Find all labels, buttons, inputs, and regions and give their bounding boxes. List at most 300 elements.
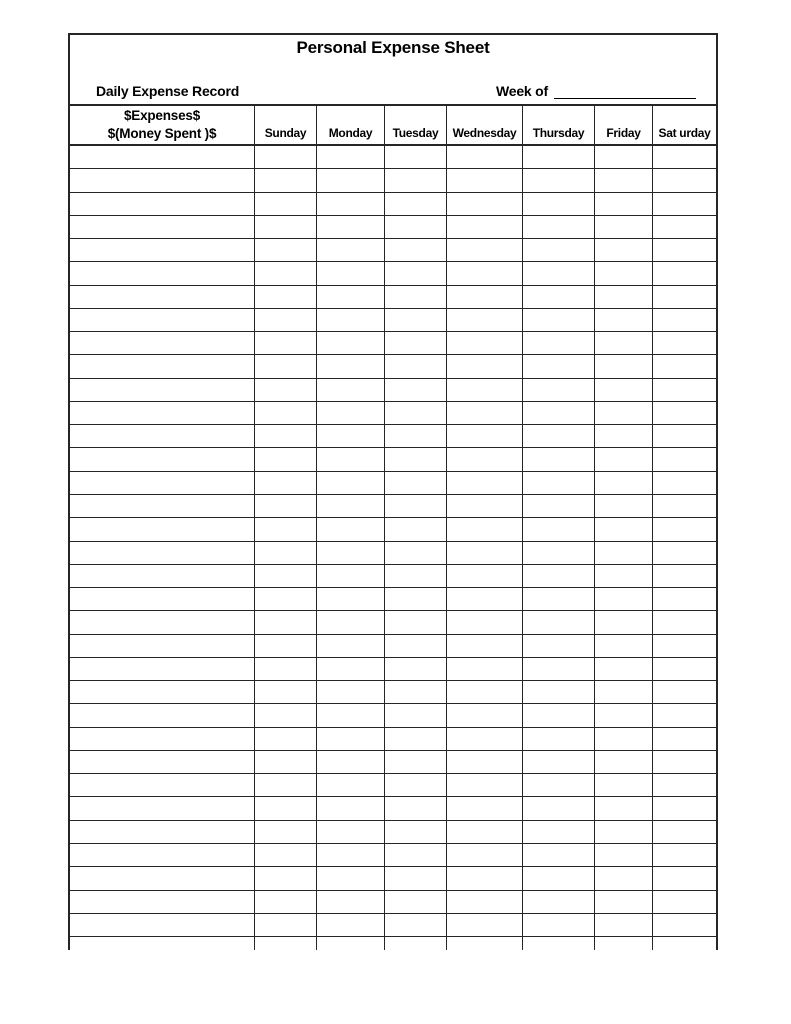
day-amount-cell	[255, 867, 317, 890]
day-amount-cell	[317, 262, 385, 285]
week-of-blank-line	[554, 84, 696, 99]
day-amount-cell	[255, 379, 317, 402]
expense-label-cell	[70, 448, 255, 471]
day-amount-cell	[385, 379, 447, 402]
table-row	[70, 169, 716, 192]
day-amount-cell	[317, 193, 385, 216]
day-amount-cell	[653, 542, 716, 565]
day-amount-cell	[523, 891, 595, 914]
expense-label-cell	[70, 169, 255, 192]
day-amount-cell	[255, 239, 317, 262]
day-amount-cell	[447, 472, 523, 495]
day-amount-cell	[385, 611, 447, 634]
day-amount-cell	[255, 658, 317, 681]
expense-label-cell	[70, 704, 255, 727]
day-header-sunday: Sunday	[255, 106, 317, 146]
day-amount-cell	[653, 867, 716, 890]
day-amount-cell	[385, 867, 447, 890]
day-amount-cell	[447, 635, 523, 658]
day-amount-cell	[653, 355, 716, 378]
day-amount-cell	[653, 821, 716, 844]
day-amount-cell	[317, 844, 385, 867]
day-amount-cell	[595, 635, 653, 658]
sheet-top-section	[70, 35, 716, 106]
day-amount-cell	[595, 542, 653, 565]
day-amount-cell	[255, 611, 317, 634]
day-amount-cell	[595, 797, 653, 820]
day-amount-cell	[255, 448, 317, 471]
table-row	[70, 635, 716, 658]
day-amount-cell	[317, 216, 385, 239]
day-amount-cell	[523, 216, 595, 239]
expense-label-cell	[70, 844, 255, 867]
day-amount-cell	[255, 821, 317, 844]
day-amount-cell	[653, 728, 716, 751]
day-amount-cell	[317, 797, 385, 820]
expense-label-cell	[70, 588, 255, 611]
day-amount-cell	[385, 704, 447, 727]
day-amount-cell	[653, 565, 716, 588]
day-amount-cell	[653, 844, 716, 867]
day-amount-cell	[385, 472, 447, 495]
day-amount-cell	[317, 681, 385, 704]
expense-label-cell	[70, 774, 255, 797]
expense-grid	[70, 146, 716, 950]
expense-label-cell	[70, 867, 255, 890]
day-amount-cell	[653, 379, 716, 402]
day-amount-cell	[447, 704, 523, 727]
day-amount-cell	[595, 611, 653, 634]
day-amount-cell	[255, 146, 317, 169]
day-amount-cell	[653, 495, 716, 518]
day-amount-cell	[653, 216, 716, 239]
table-row	[70, 518, 716, 541]
day-amount-cell	[653, 518, 716, 541]
day-amount-cell	[385, 332, 447, 355]
day-amount-cell	[317, 611, 385, 634]
day-amount-cell	[447, 658, 523, 681]
expense-label-cell	[70, 425, 255, 448]
day-amount-cell	[447, 867, 523, 890]
day-amount-cell	[317, 867, 385, 890]
day-amount-cell	[447, 448, 523, 471]
day-amount-cell	[317, 914, 385, 937]
day-amount-cell	[523, 542, 595, 565]
day-amount-cell	[385, 821, 447, 844]
day-amount-cell	[317, 635, 385, 658]
day-amount-cell	[255, 704, 317, 727]
day-amount-cell	[595, 891, 653, 914]
day-amount-cell	[255, 332, 317, 355]
expense-label-cell	[70, 193, 255, 216]
day-amount-cell	[385, 635, 447, 658]
day-amount-cell	[653, 239, 716, 262]
expense-label-cell	[70, 355, 255, 378]
day-amount-cell	[523, 914, 595, 937]
day-amount-cell	[385, 216, 447, 239]
expense-label-cell	[70, 751, 255, 774]
day-amount-cell	[523, 332, 595, 355]
day-amount-cell	[317, 774, 385, 797]
day-amount-cell	[255, 355, 317, 378]
day-amount-cell	[523, 239, 595, 262]
day-amount-cell	[653, 681, 716, 704]
day-amount-cell	[317, 495, 385, 518]
day-amount-cell	[255, 495, 317, 518]
daily-expense-record-label: Daily Expense Record	[96, 83, 240, 99]
table-row	[70, 704, 716, 727]
day-amount-cell	[595, 355, 653, 378]
day-amount-cell	[255, 914, 317, 937]
day-amount-cell	[447, 262, 523, 285]
day-amount-cell	[317, 146, 385, 169]
day-amount-cell	[317, 704, 385, 727]
day-amount-cell	[385, 286, 447, 309]
expense-label-cell	[70, 239, 255, 262]
subheader-row	[70, 83, 716, 104]
day-amount-cell	[653, 472, 716, 495]
day-amount-cell	[317, 379, 385, 402]
day-amount-cell	[523, 472, 595, 495]
day-amount-cell	[447, 821, 523, 844]
day-amount-cell	[447, 286, 523, 309]
expense-label-cell	[70, 542, 255, 565]
table-row	[70, 774, 716, 797]
table-row	[70, 239, 716, 262]
day-amount-cell	[317, 286, 385, 309]
table-row	[70, 914, 716, 937]
day-amount-cell	[317, 937, 385, 950]
day-amount-cell	[447, 588, 523, 611]
day-amount-cell	[653, 891, 716, 914]
day-amount-cell	[653, 635, 716, 658]
day-amount-cell	[317, 518, 385, 541]
day-amount-cell	[447, 355, 523, 378]
day-amount-cell	[523, 867, 595, 890]
day-amount-cell	[523, 448, 595, 471]
day-amount-cell	[595, 704, 653, 727]
day-amount-cell	[523, 379, 595, 402]
day-amount-cell	[447, 216, 523, 239]
day-amount-cell	[317, 425, 385, 448]
day-amount-cell	[317, 542, 385, 565]
table-row	[70, 448, 716, 471]
day-amount-cell	[595, 448, 653, 471]
table-row	[70, 472, 716, 495]
day-amount-cell	[653, 751, 716, 774]
day-amount-cell	[653, 611, 716, 634]
day-amount-cell	[385, 542, 447, 565]
day-amount-cell	[595, 821, 653, 844]
expenses-header-line2: $(Money Spent )$	[107, 126, 217, 141]
day-amount-cell	[653, 425, 716, 448]
day-amount-cell	[385, 495, 447, 518]
expense-label-cell	[70, 216, 255, 239]
day-amount-cell	[385, 565, 447, 588]
day-amount-cell	[385, 588, 447, 611]
day-amount-cell	[595, 169, 653, 192]
day-amount-cell	[385, 425, 447, 448]
week-of-group	[496, 83, 696, 99]
day-amount-cell	[595, 402, 653, 425]
table-row	[70, 309, 716, 332]
day-amount-cell	[523, 937, 595, 950]
day-amount-cell	[595, 937, 653, 950]
table-row	[70, 425, 716, 448]
page-title: Personal Expense Sheet	[296, 38, 490, 57]
day-header-tuesday: Tuesday	[385, 106, 447, 146]
day-amount-cell	[255, 635, 317, 658]
day-amount-cell	[653, 704, 716, 727]
table-row	[70, 867, 716, 890]
day-amount-cell	[653, 448, 716, 471]
day-amount-cell	[523, 635, 595, 658]
day-amount-cell	[595, 332, 653, 355]
day-amount-cell	[385, 681, 447, 704]
day-amount-cell	[447, 681, 523, 704]
day-amount-cell	[653, 914, 716, 937]
day-header-thursday: Thursday	[523, 106, 595, 146]
day-amount-cell	[385, 262, 447, 285]
day-amount-cell	[255, 286, 317, 309]
day-amount-cell	[653, 797, 716, 820]
day-amount-cell	[595, 681, 653, 704]
day-amount-cell	[523, 774, 595, 797]
table-row	[70, 821, 716, 844]
day-amount-cell	[653, 588, 716, 611]
day-amount-cell	[447, 797, 523, 820]
day-amount-cell	[385, 309, 447, 332]
day-amount-cell	[595, 309, 653, 332]
day-amount-cell	[595, 565, 653, 588]
expense-label-cell	[70, 658, 255, 681]
day-amount-cell	[523, 751, 595, 774]
expense-label-cell	[70, 379, 255, 402]
day-amount-cell	[385, 169, 447, 192]
day-amount-cell	[523, 728, 595, 751]
day-amount-cell	[653, 402, 716, 425]
day-amount-cell	[255, 542, 317, 565]
day-amount-cell	[317, 588, 385, 611]
day-amount-cell	[595, 867, 653, 890]
day-amount-cell	[653, 146, 716, 169]
day-amount-cell	[595, 379, 653, 402]
day-amount-cell	[317, 448, 385, 471]
expense-label-cell	[70, 309, 255, 332]
expense-label-cell	[70, 728, 255, 751]
day-amount-cell	[653, 774, 716, 797]
day-amount-cell	[255, 937, 317, 950]
week-of-label: Week of	[495, 83, 548, 99]
table-row	[70, 193, 716, 216]
day-amount-cell	[385, 937, 447, 950]
day-amount-cell	[255, 309, 317, 332]
day-amount-cell	[385, 658, 447, 681]
table-row	[70, 658, 716, 681]
day-amount-cell	[523, 611, 595, 634]
day-amount-cell	[385, 146, 447, 169]
expense-sheet	[68, 33, 718, 950]
day-amount-cell	[255, 216, 317, 239]
day-amount-cell	[523, 309, 595, 332]
day-amount-cell	[653, 658, 716, 681]
day-amount-cell	[255, 169, 317, 192]
table-row	[70, 495, 716, 518]
table-row	[70, 797, 716, 820]
day-amount-cell	[447, 309, 523, 332]
day-header-monday: Monday	[317, 106, 385, 146]
day-amount-cell	[255, 425, 317, 448]
day-amount-cell	[595, 751, 653, 774]
day-amount-cell	[255, 402, 317, 425]
table-row	[70, 891, 716, 914]
day-amount-cell	[317, 821, 385, 844]
day-amount-cell	[595, 425, 653, 448]
day-amount-cell	[447, 425, 523, 448]
day-amount-cell	[317, 239, 385, 262]
day-amount-cell	[595, 146, 653, 169]
day-amount-cell	[595, 495, 653, 518]
day-amount-cell	[653, 937, 716, 950]
expense-label-cell	[70, 518, 255, 541]
day-amount-cell	[255, 588, 317, 611]
day-amount-cell	[523, 495, 595, 518]
day-amount-cell	[653, 169, 716, 192]
table-row	[70, 844, 716, 867]
day-amount-cell	[523, 704, 595, 727]
day-amount-cell	[447, 937, 523, 950]
day-amount-cell	[447, 518, 523, 541]
day-amount-cell	[255, 518, 317, 541]
day-amount-cell	[385, 193, 447, 216]
day-amount-cell	[385, 239, 447, 262]
day-amount-cell	[255, 565, 317, 588]
day-amount-cell	[523, 821, 595, 844]
expense-label-cell	[70, 146, 255, 169]
day-amount-cell	[523, 844, 595, 867]
day-amount-cell	[595, 262, 653, 285]
day-amount-cell	[595, 472, 653, 495]
table-row	[70, 565, 716, 588]
table-row	[70, 611, 716, 634]
day-amount-cell	[255, 751, 317, 774]
table-row	[70, 402, 716, 425]
day-amount-cell	[447, 402, 523, 425]
day-amount-cell	[447, 611, 523, 634]
day-amount-cell	[317, 402, 385, 425]
day-amount-cell	[653, 286, 716, 309]
expense-label-cell	[70, 914, 255, 937]
table-row	[70, 332, 716, 355]
day-amount-cell	[523, 425, 595, 448]
day-amount-cell	[523, 262, 595, 285]
day-amount-cell	[385, 914, 447, 937]
day-amount-cell	[523, 681, 595, 704]
day-amount-cell	[595, 658, 653, 681]
day-amount-cell	[317, 751, 385, 774]
day-amount-cell	[255, 797, 317, 820]
day-amount-cell	[447, 914, 523, 937]
day-amount-cell	[447, 542, 523, 565]
day-amount-cell	[317, 891, 385, 914]
expense-label-cell	[70, 635, 255, 658]
day-amount-cell	[653, 309, 716, 332]
table-row	[70, 379, 716, 402]
expense-label-cell	[70, 681, 255, 704]
day-amount-cell	[447, 891, 523, 914]
day-amount-cell	[255, 472, 317, 495]
day-amount-cell	[595, 844, 653, 867]
day-amount-cell	[653, 262, 716, 285]
day-amount-cell	[447, 379, 523, 402]
day-amount-cell	[523, 402, 595, 425]
expense-label-cell	[70, 611, 255, 634]
table-row	[70, 937, 716, 950]
day-amount-cell	[595, 914, 653, 937]
day-amount-cell	[255, 681, 317, 704]
expense-label-cell	[70, 495, 255, 518]
expenses-header-line1: $Expenses$	[123, 108, 201, 123]
day-amount-cell	[595, 518, 653, 541]
day-amount-cell	[255, 891, 317, 914]
day-amount-cell	[385, 844, 447, 867]
day-amount-cell	[523, 797, 595, 820]
day-amount-cell	[317, 332, 385, 355]
day-amount-cell	[447, 332, 523, 355]
day-amount-cell	[385, 751, 447, 774]
day-amount-cell	[523, 355, 595, 378]
expense-label-cell	[70, 797, 255, 820]
day-amount-cell	[255, 774, 317, 797]
day-amount-cell	[385, 774, 447, 797]
table-row	[70, 681, 716, 704]
day-amount-cell	[523, 193, 595, 216]
day-amount-cell	[523, 169, 595, 192]
day-amount-cell	[317, 658, 385, 681]
day-amount-cell	[317, 728, 385, 751]
day-amount-cell	[447, 728, 523, 751]
day-amount-cell	[523, 565, 595, 588]
day-amount-cell	[523, 286, 595, 309]
day-amount-cell	[317, 309, 385, 332]
day-amount-cell	[385, 448, 447, 471]
day-amount-cell	[385, 518, 447, 541]
table-row	[70, 542, 716, 565]
day-amount-cell	[385, 728, 447, 751]
day-amount-cell	[385, 797, 447, 820]
expense-label-cell	[70, 402, 255, 425]
day-amount-cell	[317, 472, 385, 495]
day-amount-cell	[385, 891, 447, 914]
day-amount-cell	[595, 239, 653, 262]
expense-label-cell	[70, 262, 255, 285]
day-amount-cell	[447, 169, 523, 192]
table-row	[70, 588, 716, 611]
day-header-saturday: Sat urday	[653, 106, 716, 146]
day-header-friday: Friday	[595, 106, 653, 146]
day-amount-cell	[447, 239, 523, 262]
day-amount-cell	[255, 262, 317, 285]
day-amount-cell	[595, 774, 653, 797]
table-row	[70, 728, 716, 751]
table-row	[70, 262, 716, 285]
day-amount-cell	[653, 332, 716, 355]
day-header-wednesday: Wednesday	[447, 106, 523, 146]
day-amount-cell	[385, 355, 447, 378]
table-row	[70, 286, 716, 309]
table-row	[70, 216, 716, 239]
day-amount-cell	[523, 658, 595, 681]
